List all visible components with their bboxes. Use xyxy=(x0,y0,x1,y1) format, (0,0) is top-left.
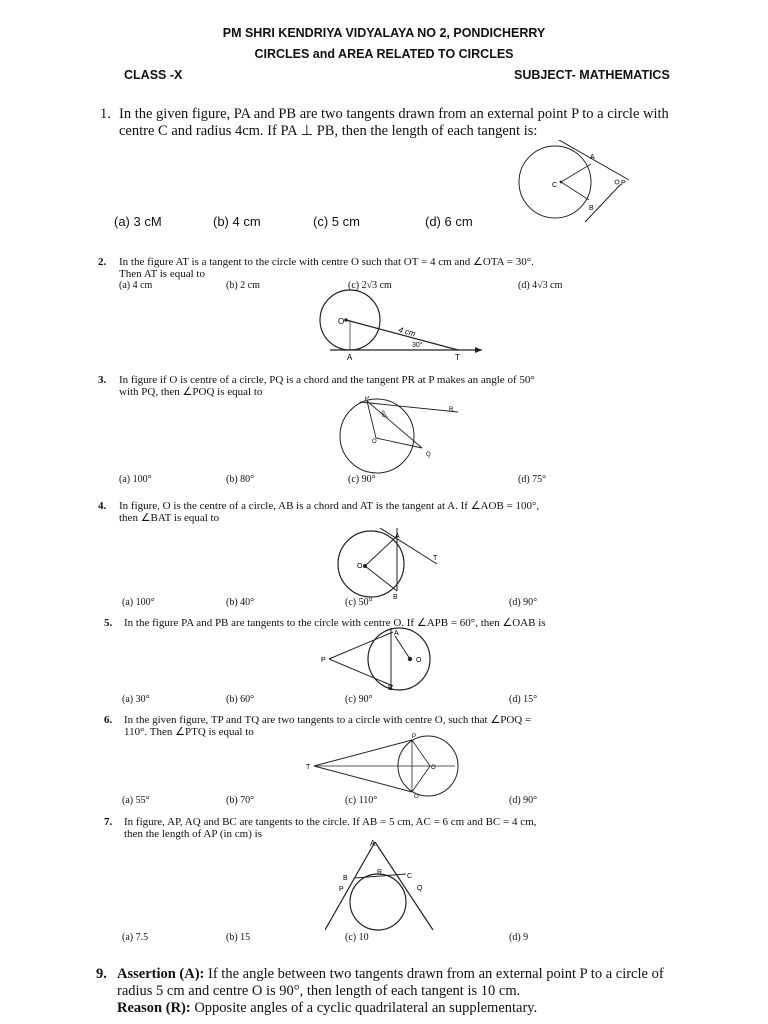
worksheet-topic: CIRCLES and AREA RELATED TO CIRCLES xyxy=(254,47,514,61)
q5-option-a: (a) 30° xyxy=(122,694,150,705)
school-name: PM SHRI KENDRIYA VIDYALAYA NO 2, PONDICHERRY xyxy=(222,26,546,40)
q5-option-b: (b) 60° xyxy=(226,694,255,705)
q7-label-b: B xyxy=(343,875,348,882)
q2-option-d: (d) 4√3 cm xyxy=(518,280,563,291)
q1-number: 1. xyxy=(100,106,111,122)
q6-option-a: (a) 55° xyxy=(122,795,150,806)
q7-number: 7. xyxy=(104,816,113,828)
q4-option-a: (a) 100° xyxy=(122,597,155,608)
q2-line-2: Then AT is equal to xyxy=(119,268,205,280)
q6-number: 6. xyxy=(104,714,113,726)
q9-reason-line xyxy=(117,1000,757,1017)
q1-option-c: (c) 5 cm xyxy=(313,214,360,229)
q6-label-p: P xyxy=(412,734,417,740)
q6-label-q: Q xyxy=(414,794,419,798)
q3-figure xyxy=(330,396,470,474)
q2-line-1: In the figure AT is a tangent to the circle with centre O such that OT = 4 cm and ∠OTA = 30°. xyxy=(119,256,534,268)
q1-label-a: A xyxy=(590,154,595,161)
q4-line-2: then ∠BAT is equal to xyxy=(119,512,220,524)
q7-label-c: C xyxy=(407,873,413,880)
q2-label-length: 4 cm xyxy=(397,325,417,339)
q9-assertion-lead: Assertion (A): xyxy=(117,966,205,982)
q5-label-b: B xyxy=(388,685,393,692)
q3-label-p: P xyxy=(365,396,370,402)
q9-reason-text: Opposite angles of a cyclic quadrilateral an supplementary. xyxy=(190,1000,538,1016)
q3-label-q: Q xyxy=(426,452,431,458)
q3-option-b: (b) 80° xyxy=(226,474,255,485)
q4-label-a: A xyxy=(395,533,400,540)
q6-line-2: 110°. Then ∠PTQ is equal to xyxy=(124,726,254,738)
q4-text xyxy=(119,500,679,524)
q2-option-c: (c) 2√3 cm xyxy=(348,280,392,291)
q1-option-a: (a) 3 cM xyxy=(114,214,162,229)
q3-line-2: with PQ, then ∠POQ is equal to xyxy=(119,386,263,398)
q5-label-p: P xyxy=(321,657,326,664)
q7-option-a: (a) 7.5 xyxy=(122,932,149,943)
q1-option-d: (d) 6 cm xyxy=(425,214,473,229)
q6-label-o: O xyxy=(431,765,436,771)
q4-figure xyxy=(325,528,455,600)
q9-assertion-line-2: radius 5 cm and centre O is 90°, then length of each tangent is 10 cm. xyxy=(117,983,521,999)
q3-line-1: In figure if O is centre of a circle, PQ is a chord and the tangent PR at P makes an angle of 50° xyxy=(119,374,535,386)
q9-reason-lead: Reason (R): xyxy=(117,1000,191,1016)
q5-number: 5. xyxy=(104,617,113,629)
q2-figure xyxy=(300,288,490,363)
q4-option-d: (d) 90° xyxy=(509,597,538,608)
q1-text xyxy=(119,106,679,140)
q7-label-r: R xyxy=(377,869,383,876)
q7-line-1: In figure, AP, AQ and BC are tangents to the circle. If AB = 5 cm, AC = 6 cm and BC = 4 cm, xyxy=(124,816,537,828)
q3-label-o: O xyxy=(372,439,377,445)
q2-number: 2. xyxy=(98,256,107,268)
q3-number: 3. xyxy=(98,374,107,386)
q4-option-b: (b) 40° xyxy=(226,597,255,608)
q4-label-b: B xyxy=(393,594,398,600)
q4-option-c: (c) 50° xyxy=(345,597,373,608)
q5-label-a: A xyxy=(394,630,399,637)
q7-label-a: A xyxy=(370,839,376,848)
q5-option-c: (c) 90° xyxy=(345,694,373,705)
q7-option-d: (d) 9 xyxy=(509,932,529,943)
q2-label-t: T xyxy=(455,353,460,362)
q6-label-t: T xyxy=(306,764,311,771)
q3-option-d: (d) 75° xyxy=(518,474,547,485)
q6-line-1: In the given figure, TP and TQ are two tangents to a circle with centre O, such that ∠POQ = xyxy=(124,714,532,726)
q1-figure xyxy=(505,140,645,240)
q7-option-b: (b) 15 xyxy=(226,932,251,943)
q2-label-o: O xyxy=(338,317,345,326)
q3-label-r: R xyxy=(449,407,454,413)
q4-label-t: T xyxy=(433,555,438,562)
q4-number: 4. xyxy=(98,500,107,512)
q2-label-a: A xyxy=(347,353,353,362)
q2-text xyxy=(119,256,679,280)
q6-figure xyxy=(300,732,460,798)
q1-label-p: P xyxy=(621,180,626,187)
q5-figure xyxy=(315,626,465,692)
q7-line-2: then the length of AP (in cm) is xyxy=(124,828,262,840)
q9-assertion-text: If the angle between two tangents drawn from an external point P to a circle of xyxy=(204,966,664,982)
class-label: CLASS -X xyxy=(124,68,183,82)
q2-option-a: (a) 4 cm xyxy=(119,280,153,291)
q1-option-b: (b) 4 cm xyxy=(213,214,261,229)
q4-label-o: O xyxy=(357,563,363,570)
q5-line-1: In the figure PA and PB are tangents to the circle with centre O. If ∠APB = 60°, then ∠OAB is xyxy=(124,617,546,629)
q2-label-angle: 30° xyxy=(412,342,423,349)
q4-line-1: In figure, O is the centre of a circle, AB is a chord and AT is the tangent at A. If ∠AOB = 100°, xyxy=(119,500,540,512)
q3-option-c: (c) 90° xyxy=(348,474,376,485)
q6-option-b: (b) 70° xyxy=(226,795,255,806)
q2-option-b: (b) 2 cm xyxy=(226,280,260,291)
q9-number: 9. xyxy=(96,966,107,982)
q1-line-2: centre C and radius 4cm. If PA ⊥ PB, then the length of each tangent is: xyxy=(119,123,538,139)
q1-line-1: In the given figure, PA and PB are two tangents drawn from an external point P to a circle with xyxy=(119,106,669,122)
q6-option-c: (c) 110° xyxy=(345,795,378,806)
q1-label-b: B xyxy=(589,205,594,212)
q3-text xyxy=(119,374,679,398)
q5-option-d: (d) 15° xyxy=(509,694,538,705)
q7-label-q: Q xyxy=(417,885,423,892)
q6-option-d: (d) 90° xyxy=(509,795,538,806)
q7-option-c: (c) 10 xyxy=(345,932,369,943)
q7-figure xyxy=(325,836,435,932)
q3-label-angle: 50° xyxy=(378,410,389,421)
q7-label-p: P xyxy=(339,886,344,893)
q1-label-c: C xyxy=(552,182,558,189)
q5-label-o: O xyxy=(416,657,422,664)
q9-text xyxy=(117,966,757,1017)
q9-assertion-line xyxy=(117,966,757,983)
q3-option-a: (a) 100° xyxy=(119,474,152,485)
subject-label: SUBJECT- MATHEMATICS xyxy=(514,68,670,82)
